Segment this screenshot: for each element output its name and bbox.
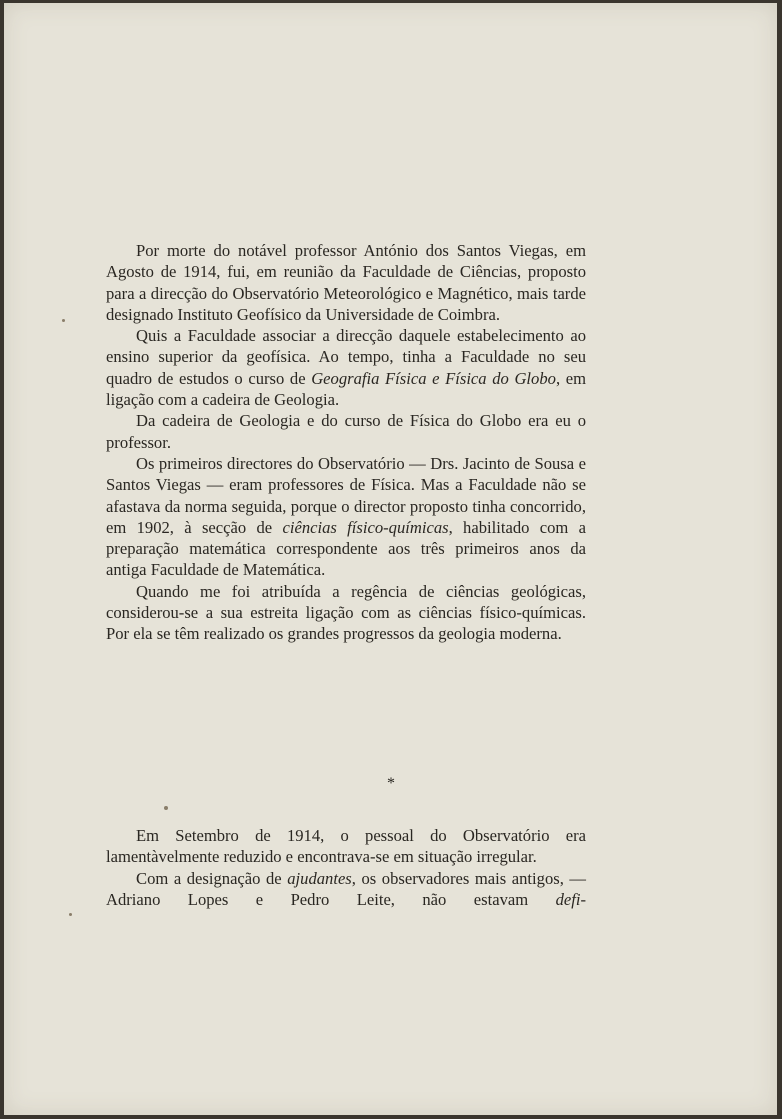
paper-speck xyxy=(62,319,65,322)
text: Quando me foi atribuída a regência de ciências geológicas, considerou-se a sua estreita ligação com as ciências físico-químicas. Por ela se têm realizado os grandes progressos da geologia moderna. xyxy=(106,581,586,644)
text: , os observadores mais antigos, — Adriano Lopes e Pedro Leite, não estavam xyxy=(106,868,586,909)
paragraph xyxy=(106,868,586,911)
section-1 xyxy=(106,240,586,645)
italic-text: ajudantes xyxy=(287,868,352,888)
text: Os primeiros directores do Observatório — Drs. Jacinto de Sousa e Santos Viegas — eram professores de Física. Mas a Faculdade não se afastava da norma seguida, porque o director proposto tinha concorrido, em 1902, à secção de xyxy=(106,453,586,537)
text: , habilitado com a preparação matemática correspondente aos três primeiros anos da antiga Faculdade de Matemática. xyxy=(106,517,586,580)
paper-speck xyxy=(164,806,168,810)
paragraph xyxy=(106,581,586,645)
paragraph xyxy=(106,325,586,410)
text: Quis a Faculdade associar a direcção daquele estabelecimento ao ensino superior da geofísica. Ao tempo, tinha a Faculdade no seu quadro de estudos o curso de xyxy=(106,326,586,388)
section-2 xyxy=(106,825,586,910)
paper-speck xyxy=(69,913,72,916)
text: Da cadeira de Geologia e do curso de Física do Globo era eu o professor. xyxy=(106,411,586,452)
text: Com a designação de xyxy=(136,868,288,888)
section-divider: * xyxy=(387,775,395,792)
paragraph xyxy=(106,453,586,581)
text: , em ligação com a cadeira de Geologia. xyxy=(106,368,586,410)
paragraph xyxy=(106,410,586,453)
text: Em Setembro de 1914, o pessoal do Observatório era lamentàvelmente reduzido e encontrava-se em situação irregular. xyxy=(106,826,586,867)
text: Por morte do notável professor António dos Santos Viegas, em Agosto de 1914, fui, em reunião da Faculdade de Ciências, proposto para a direcção do Observatório Meteorológico e Magnético, mais tarde designado Instituto Geofísico da Universidade de Coimbra. xyxy=(106,241,586,324)
italic-text: ciências físico-químicas xyxy=(282,517,449,537)
italic-text: Geografia Física e Física do Globo xyxy=(311,368,556,388)
italic-text: defi- xyxy=(555,889,586,909)
paragraph xyxy=(106,825,586,868)
paragraph xyxy=(106,240,586,325)
